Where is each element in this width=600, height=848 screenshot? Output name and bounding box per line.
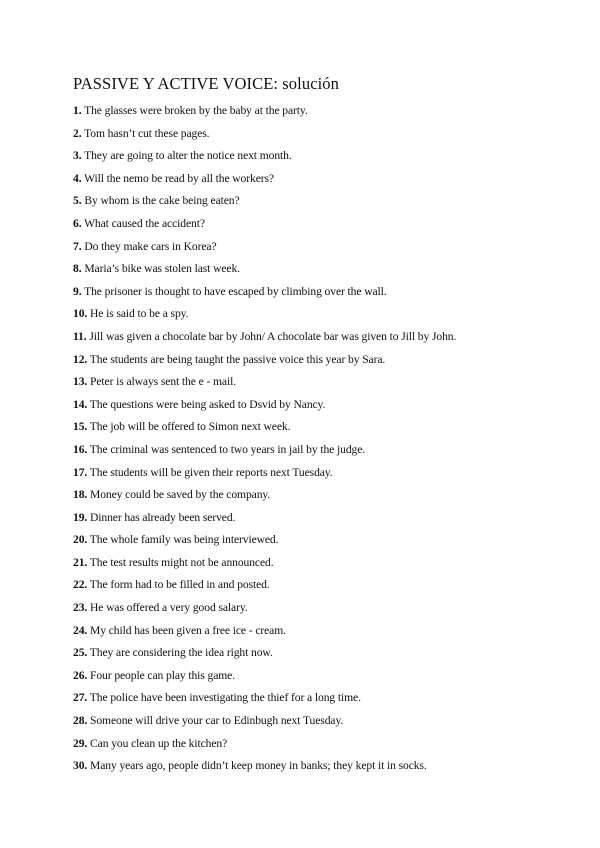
item-number: 24.: [73, 623, 88, 637]
list-item: [73, 554, 573, 577]
list-item: [73, 260, 573, 283]
item-number: 7.: [73, 239, 82, 253]
list-item: [73, 689, 573, 712]
item-text: The test results might not be announced.: [89, 555, 274, 569]
list-item: [73, 576, 573, 599]
list-item: [73, 599, 573, 622]
list-item: [73, 667, 573, 690]
list-item: [73, 712, 573, 735]
item-number: 1.: [73, 104, 82, 117]
item-number: 16.: [73, 442, 88, 456]
item-text: Peter is always sent the e - mail.: [90, 375, 237, 389]
item-number: 8.: [73, 262, 82, 276]
item-number: 19.: [73, 510, 88, 524]
item-text: By whom is the cake being eaten?: [84, 194, 240, 208]
item-text: The prisoner is thought to have escaped by climbing over the wall.: [84, 284, 387, 298]
item-text: My child has been given a free ice - cream.: [90, 623, 286, 637]
item-number: 9.: [73, 284, 82, 298]
list-item: [73, 125, 573, 148]
item-number: 27.: [73, 691, 88, 705]
item-number: 5.: [73, 194, 82, 208]
item-number: 26.: [73, 668, 88, 682]
list-item: [73, 283, 573, 306]
list-item: [73, 622, 573, 645]
list-item: [73, 757, 573, 780]
item-text: Can you clean up the kitchen?: [90, 736, 228, 750]
item-text: He is said to be a spy.: [90, 307, 189, 321]
item-number: 21.: [73, 555, 88, 569]
item-text: The glasses were broken by the baby at the party.: [84, 104, 308, 117]
item-number: 25.: [73, 646, 88, 660]
item-text: The students are being taught the passive voice this year by Sara.: [89, 352, 386, 366]
item-text: What caused the accident?: [84, 216, 205, 230]
item-text: Dinner has already been served.: [90, 510, 236, 524]
item-text: The questions were being asked to Dsvid by Nancy.: [89, 397, 326, 411]
item-text: The criminal was sentenced to two years in jail by the judge.: [89, 442, 366, 456]
list-item: [73, 441, 573, 464]
list-item: [73, 396, 573, 419]
list-item: [73, 328, 573, 351]
item-number: 30.: [73, 759, 88, 773]
item-number: 29.: [73, 736, 88, 750]
item-text: Jill was given a chocolate bar by John/ A chocolate bar was given to Jill by John.: [89, 329, 457, 343]
list-item: [73, 238, 573, 261]
list-item: [73, 351, 573, 374]
item-number: 23.: [73, 601, 88, 615]
item-text: The form had to be filled in and posted.: [89, 578, 270, 592]
item-text: He was offered a very good salary.: [90, 601, 248, 615]
item-number: 13.: [73, 375, 88, 389]
answer-list: [73, 102, 573, 780]
list-item: [73, 192, 573, 215]
item-text: Money could be saved by the company.: [90, 488, 271, 502]
item-number: 17.: [73, 465, 88, 479]
list-item: [73, 170, 573, 193]
item-number: 18.: [73, 488, 88, 502]
item-number: 4.: [73, 171, 82, 185]
item-number: 12.: [73, 352, 88, 366]
item-number: 15.: [73, 420, 88, 434]
item-number: 14.: [73, 397, 88, 411]
list-item: [73, 486, 573, 509]
item-text: They are considering the idea right now.: [89, 646, 273, 660]
item-text: Tom hasn’t cut these pages.: [84, 126, 210, 140]
item-text: The students will be given their reports next Tuesday.: [89, 465, 333, 479]
item-number: 28.: [73, 714, 88, 728]
list-item: [73, 644, 573, 667]
item-text: They are going to alter the notice next month.: [84, 149, 292, 163]
list-item: [73, 305, 573, 328]
item-number: 11.: [73, 329, 87, 343]
item-text: The job will be offered to Simon next week.: [89, 420, 291, 434]
item-number: 3.: [73, 149, 82, 163]
item-text: Do they make cars in Korea?: [84, 239, 217, 253]
list-item: [73, 215, 573, 238]
list-item: [73, 418, 573, 441]
list-item: [73, 735, 573, 758]
item-text: Maria’s bike was stolen last week.: [84, 262, 240, 276]
item-text: Four people can play this game.: [90, 668, 236, 682]
list-item: [73, 509, 573, 532]
list-item: [73, 464, 573, 487]
item-number: 6.: [73, 216, 82, 230]
item-number: 20.: [73, 533, 88, 547]
item-number: 2.: [73, 126, 82, 140]
item-text: Many years ago, people didn’t keep money in banks; they kept it in socks.: [90, 759, 427, 773]
item-text: The police have been investigating the thief for a long time.: [89, 691, 361, 705]
list-item: [73, 531, 573, 554]
item-number: 10.: [73, 307, 88, 321]
list-item: [73, 373, 573, 396]
list-item: [73, 102, 573, 125]
item-text: Will the nemo be read by all the workers?: [84, 171, 274, 185]
item-text: The whole family was being interviewed.: [89, 533, 279, 547]
item-number: 22.: [73, 578, 88, 592]
page-title: PASSIVE Y ACTIVE VOICE: solución: [73, 74, 339, 93]
list-item: [73, 147, 573, 170]
item-text: Someone will drive your car to Edinbugh next Tuesday.: [90, 714, 344, 728]
